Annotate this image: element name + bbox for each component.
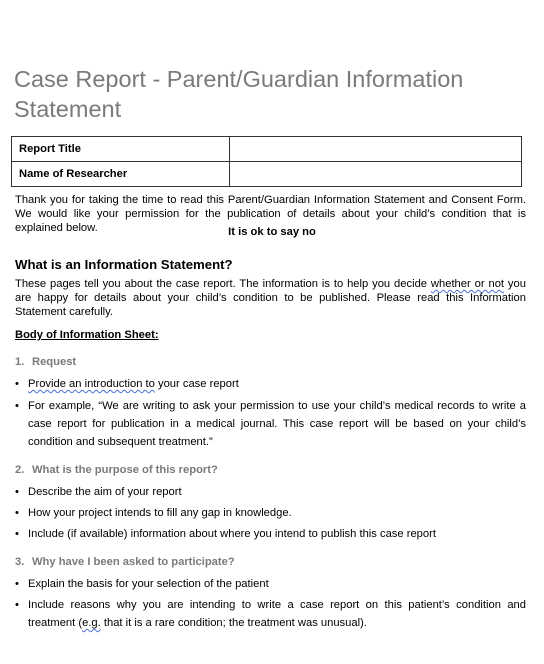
- bullet-icon: •: [15, 599, 19, 611]
- bullet-icon: •: [15, 400, 19, 412]
- list-item: [15, 483, 526, 501]
- list-item: [15, 575, 526, 593]
- list-item: [15, 375, 526, 393]
- what-text-2: you are happy for details about your child’s condition to be published. Please read this Information Statement carefully.: [15, 278, 526, 318]
- list-item: [15, 504, 526, 522]
- section-3-heading: [15, 556, 235, 568]
- section-title: What is the purpose of this report?: [32, 464, 218, 476]
- section-number: 1.: [15, 356, 25, 368]
- bullet-text-2: that it is a rare condition; the treatment was unusual).: [100, 617, 367, 629]
- section-title: Why have I been asked to participate?: [32, 556, 235, 568]
- ok-to-say-no: It is ok to say no: [228, 226, 316, 238]
- bullet-text: your case report: [154, 378, 239, 390]
- researcher-name-value[interactable]: [230, 162, 522, 187]
- list-item: [15, 525, 526, 543]
- researcher-name-label: Name of Researcher: [12, 162, 230, 187]
- bullet-icon: •: [15, 528, 19, 540]
- list-item: [15, 596, 526, 632]
- what-is-paragraph: [15, 277, 526, 319]
- bullet-text: Include (if available) information about where you intend to publish this case report: [28, 528, 436, 540]
- section-number: 3.: [15, 556, 25, 568]
- intro-paragraph: Thank you for taking the time to read this Parent/Guardian Information Statement and Consent Form. We would like your permission for the publication of details about your child’s condition that is explained below.: [15, 194, 526, 234]
- bullet-text: Explain the basis for your selection of the patient: [28, 578, 269, 590]
- bullet-text: Describe the aim of your report: [28, 486, 182, 498]
- bullet-text: Include reasons why you are intending to write a case report on this patient’s condition and treatment (: [28, 599, 526, 629]
- section-1-heading: [15, 356, 76, 368]
- section-2-heading: [15, 464, 218, 476]
- table-row: [12, 137, 522, 162]
- document-title: Case Report - Parent/Guardian Information Statement: [14, 66, 464, 122]
- section-title: Request: [32, 356, 77, 368]
- bullet-squig: Provide an introduction to: [28, 378, 155, 390]
- report-title-value[interactable]: [230, 137, 522, 162]
- what-text-1: These pages tell you about the case report. The information is to help you decide: [15, 278, 431, 290]
- bullet-squig: e.g.: [82, 617, 101, 629]
- list-item: [15, 397, 526, 451]
- bullet-text: How your project intends to fill any gap in knowledge.: [28, 507, 292, 519]
- what-is-heading: What is an Information Statement?: [15, 257, 233, 272]
- bullet-icon: •: [15, 507, 19, 519]
- report-info-table: [11, 136, 522, 187]
- table-row: [12, 162, 522, 187]
- bullet-text: For example, “We are writing to ask your permission to use your child’s medical records to write a case report for publication in a medical journal. This case report will be based on your child’s condition and subsequent treatment.”: [28, 400, 526, 448]
- body-heading: Body of Information Sheet:: [15, 329, 159, 341]
- report-title-label: Report Title: [12, 137, 230, 162]
- what-text-squig: whether or not: [430, 278, 505, 290]
- bullet-icon: •: [15, 378, 19, 390]
- bullet-icon: •: [15, 578, 19, 590]
- section-number: 2.: [15, 464, 25, 476]
- bullet-icon: •: [15, 486, 19, 498]
